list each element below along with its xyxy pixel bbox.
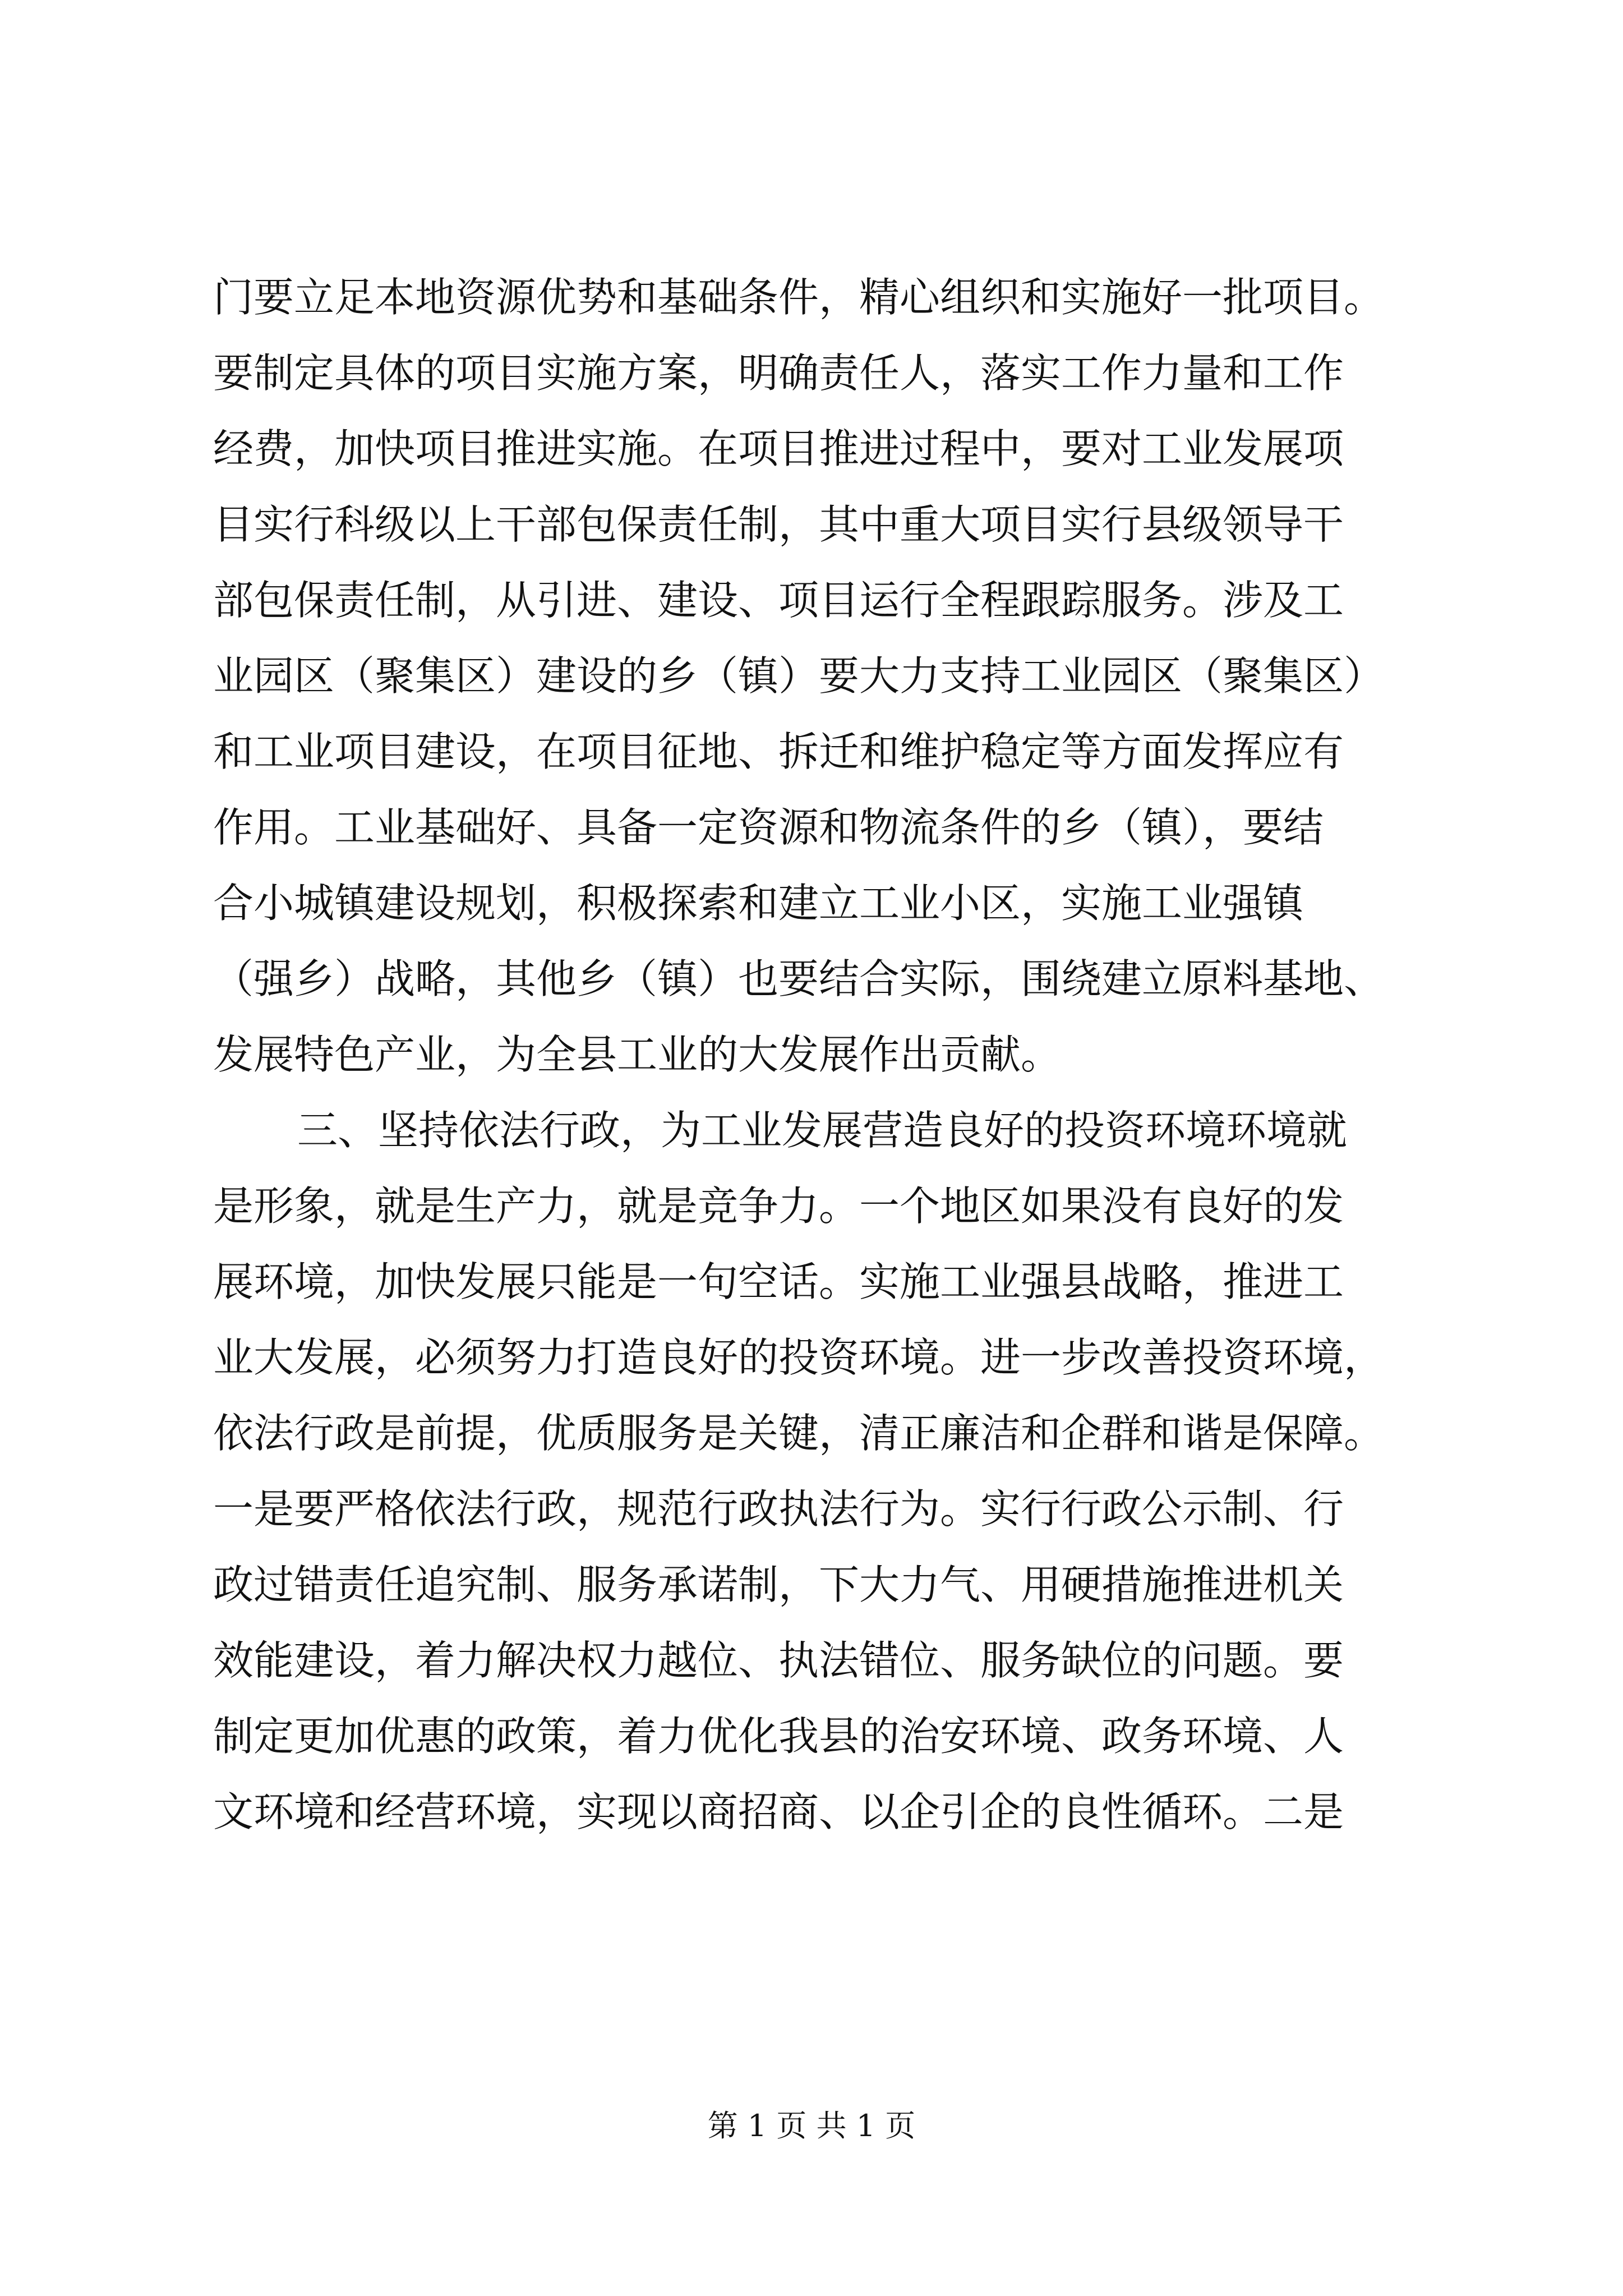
text-line: 和工业项目建设，在项目征地、拆迁和维护稳定等方面发挥应有 (213, 728, 1344, 775)
text-line: 门要立足本地资源优势和基础条件，精心组织和实施好一批项目。 (213, 274, 1385, 321)
text-line: 业园区（聚集区）建设的乡（镇）要大力支持工业园区（聚集区） (213, 652, 1385, 700)
section-heading-line: 三、坚持依法行政，为工业发展营造良好的投资环境环境就 (297, 1107, 1348, 1154)
text-line: 政过错责任追究制、服务承诺制，下大力气、用硬措施推进机关 (213, 1561, 1344, 1608)
text-line: 展环境，加快发展只能是一句空话。实施工业强县战略，推进工 (213, 1258, 1344, 1305)
text-line: （强乡）战略，其他乡（镇）也要结合实际，围绕建立原料基地、 (213, 955, 1385, 1002)
text-line: 是形象，就是生产力，就是竞争力。一个地区如果没有良好的发 (213, 1182, 1344, 1230)
page-footer: 第 1 页 共 1 页 (707, 2108, 916, 2143)
text-line: 发展特色产业，为全县工业的大发展作出贡献。 (213, 1031, 1062, 1078)
text-line: 部包保责任制，从引进、建设、项目运行全程跟踪服务。涉及工 (213, 577, 1344, 624)
text-line: 一是要严格依法行政，规范行政执法行为。实行行政公示制、行 (213, 1485, 1344, 1533)
text-line: 合小城镇建设规划，积极探索和建立工业小区，实施工业强镇 (213, 880, 1304, 927)
text-line: 经费，加快项目推进实施。在项目推进过程中，要对工业发展项 (213, 425, 1344, 472)
text-line: 要制定具体的项目实施方案，明确责任人，落实工作力量和工作 (213, 349, 1344, 397)
text-line: 作用。工业基础好、具备一定资源和物流条件的乡（镇），要结 (213, 804, 1324, 851)
text-line: 依法行政是前提，优质服务是关键，清正廉洁和企群和谐是保障。 (213, 1410, 1385, 1457)
text-line: 目实行科级以上干部包保责任制，其中重大项目实行县级领导干 (213, 501, 1344, 548)
text-line: 效能建设，着力解决权力越位、执法错位、服务缺位的问题。要 (213, 1637, 1344, 1684)
text-line: 业大发展，必须努力打造良好的投资环境。进一步改善投资环境， (213, 1334, 1385, 1381)
text-line: 制定更加优惠的政策，着力优化我县的治安环境、政务环境、人 (213, 1713, 1344, 1760)
text-line: 文环境和经营环境，实现以商招商、以企引企的良性循环。二是 (213, 1788, 1344, 1835)
